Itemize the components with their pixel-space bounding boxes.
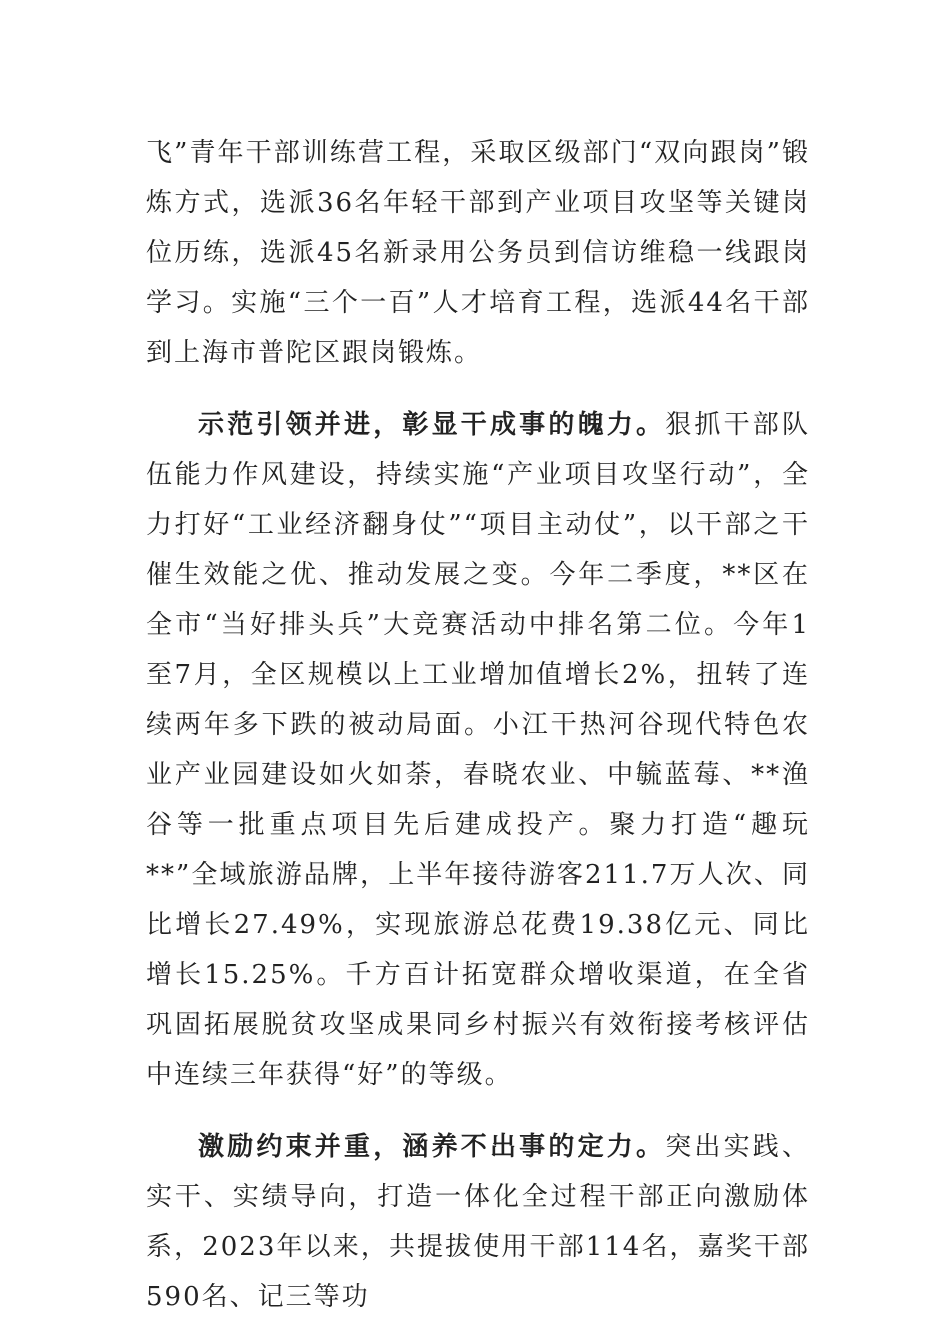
- paragraph-2-text: 狠抓干部队伍能力作风建设，持续实施“产业项目攻坚行动”，全力打好“工业经济翻身仗”“项目主动仗”，以干部之干催生效能之优、推动发展之变。今年二季度，**区在全市“当好排头兵”大竞赛活动中排名第二位。今年1至7月，全区规模以上工业增加值增长2%，扭转了连续两年多下跌的被动局面。小江干热河谷现代特色农业产业园建设如火如荼，春晓农业、中毓蓝莓、**渔谷等一批重点项目先后建成投产。聚力打造“趣玩**”全域旅游品牌，上半年接待游客211.7万人次、同比增长27.49%，实现旅游总花费19.38亿元、同比增长15.25%。千方百计拓宽群众增收渠道，在全省巩固拓展脱贫攻坚成果同乡村振兴有效衔接考核评估中连续三年获得“好”的等级。: [146, 410, 810, 1090]
- paragraph-2: [146, 400, 810, 1100]
- document-body: [146, 128, 810, 1322]
- paragraph-1-text: 飞”青年干部训练营工程，采取区级部门“双向跟岗”锻炼方式，选派36名年轻干部到产业项目攻坚等关键岗位历练，选派45名新录用公务员到信访维稳一线跟岗学习。实施“三个一百”人才培育工程，选派44名干部到上海市普陀区跟岗锻炼。: [146, 138, 810, 368]
- paragraph-2-heading: 示范引领并进，彰显干成事的魄力。: [198, 410, 666, 440]
- paragraph-3-heading: 激励约束并重，涵养不出事的定力。: [198, 1132, 666, 1162]
- paragraph-3-text: 突出实践、实干、实绩导向，打造一体化全过程干部正向激励体系，2023年以来，共提拔使用干部114名，嘉奖干部590名、记三等功: [146, 1132, 810, 1312]
- paragraph-1: [146, 128, 810, 378]
- paragraph-3: [146, 1122, 810, 1322]
